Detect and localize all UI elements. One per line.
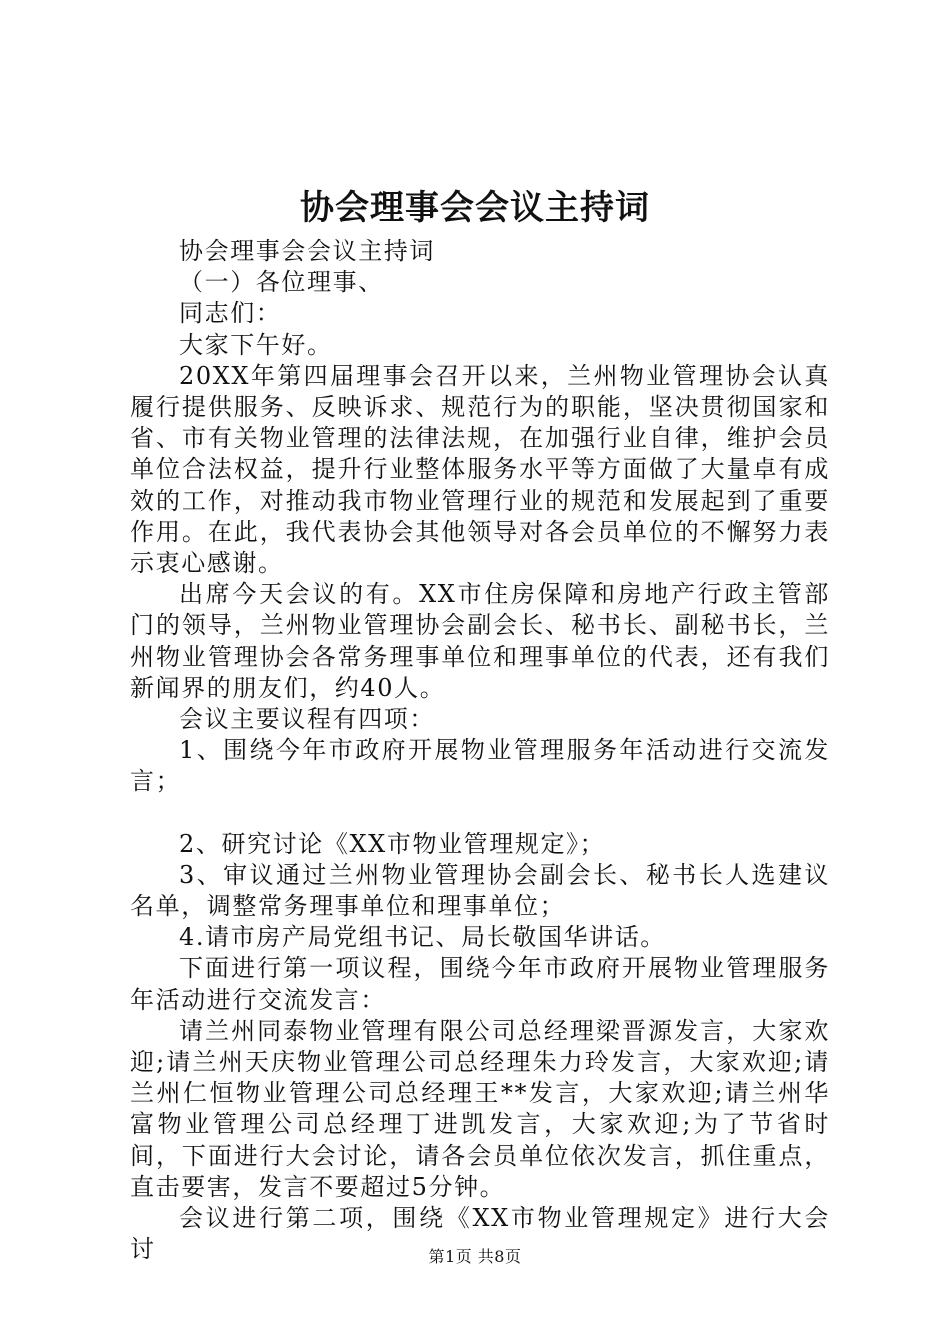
paragraph: 2、研究讨论《XX市物业管理规定》； [179,829,606,858]
paragraph: 4.请市房产局党组书记、局长敬国华讲话。 [179,923,666,952]
paragraph: 出席今天会议的有。XX市住房保障和房地产行政主管部门的领导，兰州物业管理协会副会长、秘书长、副秘书长，兰州物业管理协会各常务理事单位和理事单位的代表，还有我们新闻界的朋友们，约40人。 [130,580,830,702]
paragraph: 大家下午好。 [179,330,333,359]
page-number-footer: 第1页 共8页 [428,1247,522,1266]
paragraph: 3、审议通过兰州物业管理协会副会长、秘书长人选建议名单，调整常务理事单位和理事单位； [130,860,830,921]
paragraph: 请兰州同泰物业管理有限公司总经理梁晋源发言，大家欢迎;请兰州天庆物业管理公司总经理朱力玲发言，大家欢迎;请兰州仁恒物业管理公司总经理王**发言，大家欢迎;请兰州华富物业管理公司总经理丁进凯发言，大家欢迎;为了节省时间，下面进行大会讨论，请各会员单位依次发言，抓住重点，直击要害，发言不要超过5分钟。 [130,1016,830,1201]
paragraph: 20XX年第四届理事会召开以来，兰州物业管理协会认真履行提供服务、反映诉求、规范行为的职能，坚决贯彻国家和省、市有关物业管理的法律法规，在加强行业自律，维护会员单位合法权益，提升行业整体服务水平等方面做了大量卓有成效的工作，对推动我市物业管理行业的规范和发展起到了重要作用。在此，我代表协会其他领导对各会员单位的不懈努力表示衷心感谢。 [130,361,830,578]
paragraph: 下面进行第一项议程，围绕今年市政府开展物业管理服务年活动进行交流发言： [130,954,830,1014]
paragraph: （一）各位理事、 [179,268,384,297]
paragraph: 协会理事会会议主持词 [179,237,435,265]
paragraph: 1、围绕今年市政府开展物业管理服务年活动进行交流发言； [130,736,830,796]
document-body [130,236,830,1266]
document-title: 协会理事会会议主持词 [300,188,650,228]
paragraph: 会议进行第二项，围绕《XX市物业管理规定》进行大会讨 [130,1204,830,1264]
paragraph: 会议主要议程有四项： [179,705,435,734]
paragraph: 同志们： [179,299,282,328]
